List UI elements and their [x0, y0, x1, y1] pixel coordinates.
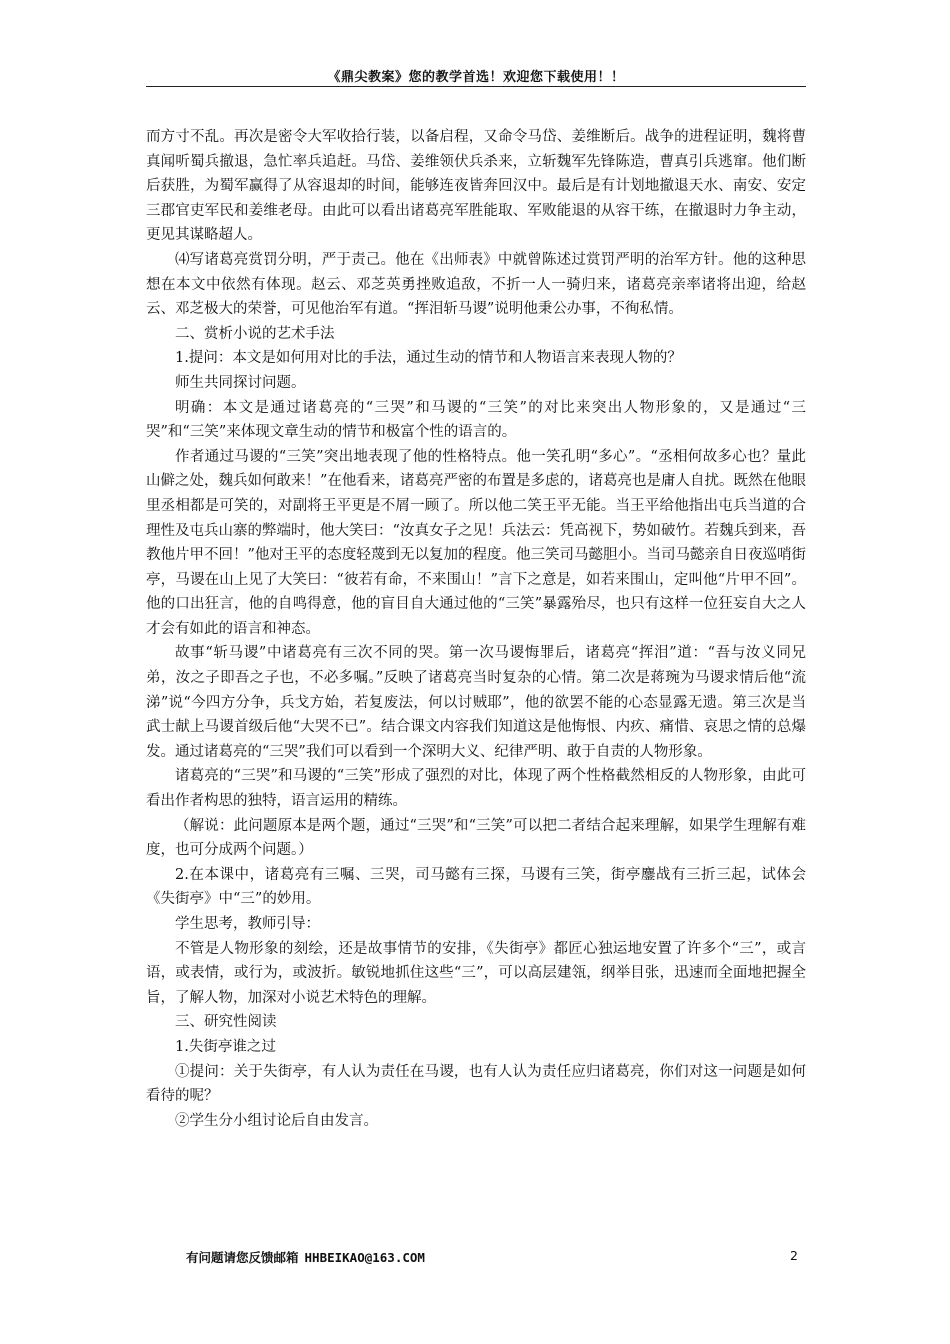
document-body: [146, 125, 806, 1133]
paragraph: 不管是人物形象的刻绘，还是故事情节的安排，《失街亭》都匠心独运地安置了许多个“三”，或言语，或表情，或行为，或波折。敏锐地抓住这些“三”，可以高层建瓴，纲举目张，迅速而全面地把握全旨，了解人物，加深对小说艺术特色的理解。: [146, 940, 806, 1006]
paragraph: ⑷写诸葛亮赏罚分明，严于责己。他在《出师表》中就曾陈述过赏罚严明的治军方针。他的这种思想在本文中依然有体现。赵云、邓芝英勇挫败追敌，不折一人一骑归来，诸葛亮亲率诸将出迎，给赵云、邓芝极大的荣誉，可见他治军有道。“挥泪斩马谡”说明他秉公办事，不徇私情。: [146, 251, 806, 318]
paragraph: 诸葛亮的“三哭”和马谡的“三笑”形成了强烈的对比，体现了两个性格截然相反的人物形象，由此可看出作者构思的独特，语言运用的精练。: [146, 768, 806, 810]
section-heading: 二、赏析小说的艺术手法: [175, 325, 335, 342]
footer-label: 有问题请您反馈邮箱: [186, 1250, 299, 1265]
paragraph: 1.提问：本文是如何用对比的手法，通过生动的情节和人物语言来表现人物的？: [175, 350, 682, 367]
paragraph: ①提问：关于失街亭，有人认为责任在马谡，也有人认为责任应归诸葛亮，你们对这一问题是如何看待的呢？: [146, 1063, 806, 1105]
paragraph: 2.在本课中，诸葛亮有三嘱、三哭，司马懿有三探，马谡有三笑，街亭鏖战有三折三起，试体会《失街亭》中“三”的妙用。: [146, 866, 806, 908]
paragraph: 明确：本文是通过诸葛亮的“三哭”和马谡的“三笑”的对比来突出人物形象的，又是通过“三哭”和“三笑”来体现文章生动的情节和极富个性的语言的。: [146, 399, 806, 441]
footer-email: HHBEIKAO@163.COM: [304, 1250, 425, 1265]
header-rule: [146, 86, 806, 87]
page-header: 《鼎尖教案》您的教学首选！欢迎您下载使用！！: [327, 70, 625, 85]
section-heading: 三、研究性阅读: [175, 1014, 277, 1031]
paragraph: 而方寸不乱。再次是密令大军收拾行装，以备启程，又命令马岱、姜维断后。战争的进程证明，魏将曹真闻听蜀兵撤退，急忙率兵追赶。马岱、姜维领伏兵杀来，立斩魏军先锋陈造，曹真引兵逃窜。他们断后获胜，为蜀军赢得了从容退却的时间，能够连夜皆奔回汉中。最后是有计划地撤退天水、南安、安定三郡官吏军民和姜维老母。由此可以看出诸葛亮军胜能取、军败能退的从容干练，在撤退时力争主动，更见其谋略超人。: [146, 129, 806, 244]
paragraph: 学生思考，教师引导：: [175, 916, 320, 932]
paragraph: 作者通过马谡的“三笑”突出地表现了他的性格特点。他一笑孔明“多心”。“丞相何故多心也？量此山僻之处，魏兵如何敢来！”在他看来，诸葛亮严密的布置是多虑的，诸葛亮也是庸人自扰。既然在他眼里丞相都是可笑的，对副将王平更是不屑一顾了。所以他二笑王平无能。当王平给他指出屯兵当道的合理性及屯兵山寨的弊端时，他大笑曰：“汝真女子之见！兵法云：凭高视下，势如破竹。若魏兵到来，吾教他片甲不回！”他对王平的态度轻蔑到无以复加的程度。他三笑司马懿胆小。当司马懿亲自日夜巡哨街亭，马谡在山上见了大笑曰：“彼若有命，不来围山！”言下之意是，如若来围山，定叫他“片甲不回”。他的口出狂言，他的自鸣得意，他的盲目自大通过他的“三笑”暴露殆尽，也只有这样一位狂妄自大之人才会有如此的语言和神态。: [146, 448, 806, 637]
page-footer: [186, 1248, 425, 1266]
page-number: 2: [790, 1248, 798, 1263]
paragraph: （解说：此问题原本是两个题，通过“三哭”和“三笑”可以把二者结合起来理解，如果学生理解有难度，也可分成两个问题。）: [146, 817, 806, 859]
paragraph: 师生共同探讨问题。: [175, 374, 306, 391]
paragraph: 故事“斩马谡”中诸葛亮有三次不同的哭。第一次马谡悔罪后，诸葛亮“挥泪”道：“吾与汝义同兄弟，汝之子即吾之子也，不必多嘱。”反映了诸葛亮当时复杂的心情。第二次是蒋琬为马谡求情后他“流涕”说“今四方分争，兵戈方始，若复废法，何以讨贼耶”，他的欲罢不能的心态显露无遗。第三次是当武士献上马谡首级后他“大哭不已”。结合课文内容我们知道这是他悔恨、内疚、痛惜、哀思之情的总爆发。通过诸葛亮的“三哭”我们可以看到一个深明大义、纪律严明、敢于自责的人物形象。: [146, 645, 806, 760]
paragraph: 1.失街亭谁之过: [175, 1038, 276, 1055]
paragraph: ②学生分小组讨论后自由发言。: [175, 1112, 378, 1129]
